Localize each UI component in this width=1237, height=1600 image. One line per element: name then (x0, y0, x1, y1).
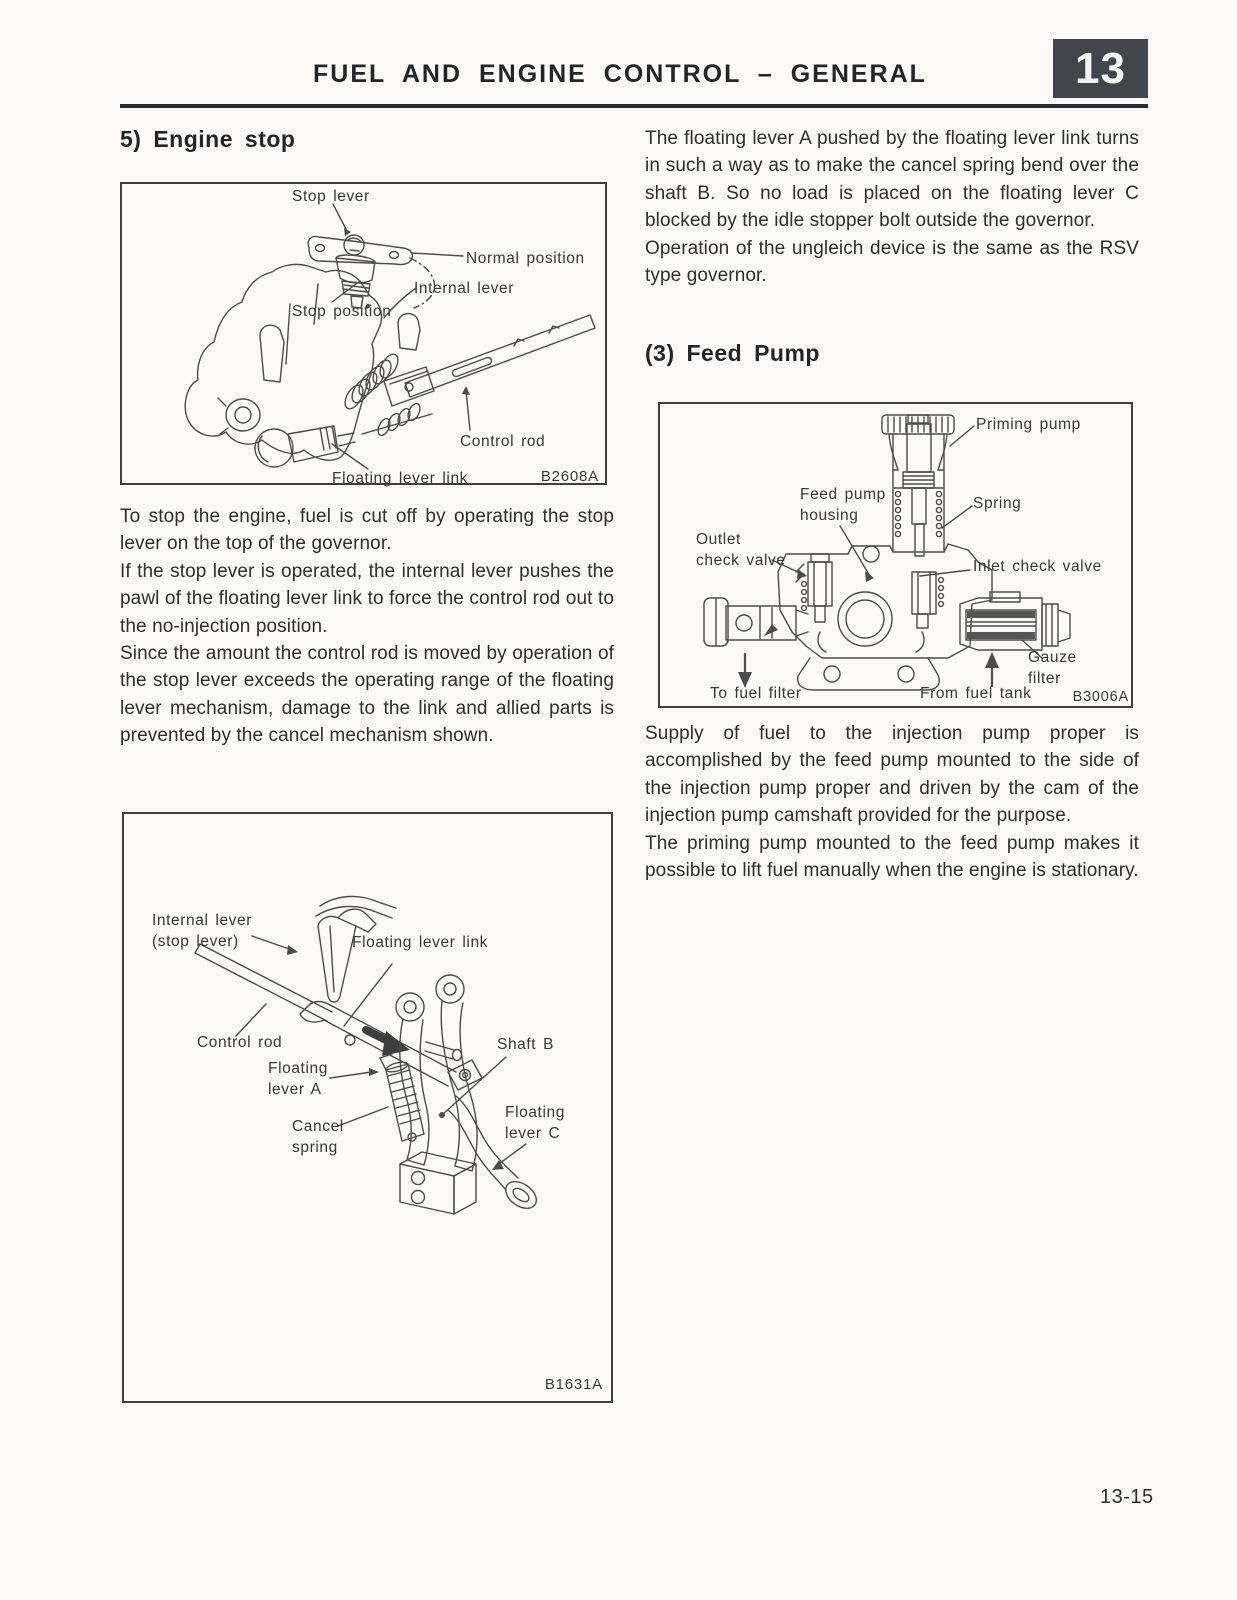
paragraph: Supply of fuel to the injection pump proper is accomplished by the feed pump mounted to the side of the injection pump proper and driven by the cam of the injection pump camshaft provided for the purpose. (645, 723, 1139, 827)
fig3-label-feed-pump-housing: Feed pump housing (800, 486, 886, 524)
fig1-code: B2608A (540, 468, 599, 485)
fig1-label-control-rod: Control rod (460, 433, 546, 450)
fig1-label-internal-lever: Internal lever (414, 280, 515, 297)
fig2-label-control-rod: Control rod (197, 1034, 283, 1051)
section-heading-engine-stop: 5) Engine stop (120, 126, 296, 152)
fig3-label-gauze-filter: Gauze filter (1028, 649, 1077, 687)
section-heading-feed-pump: (3) Feed Pump (645, 340, 820, 366)
fig3-label-spring: Spring (973, 495, 1022, 512)
fig2-code: B1631A (544, 1376, 603, 1393)
fig3-label-to-fuel-filter: To fuel filter (710, 685, 802, 702)
fig2-label-shaft-b: Shaft B (497, 1036, 555, 1053)
figure-feed-pump (658, 402, 1133, 708)
fig1-label-stop-position: Stop position (292, 303, 392, 320)
fig3-label-from-fuel-tank: From fuel tank (920, 685, 1032, 702)
fig3-label-inlet-check-valve: Inlet check valve (973, 558, 1102, 575)
fig1-label-stop-lever: Stop lever (292, 188, 370, 205)
chapter-number-tab (1053, 39, 1148, 98)
paragraph: Since the amount the control rod is moved by operation of the stop lever exceeds the operating range of the floating lever mechanism, damage to the link and allied parts is prevented by the cancel mechanism shown. (120, 643, 614, 747)
fig3-label-outlet-check-valve: Outlet check valve (696, 531, 786, 569)
fig2-label-floating-lever-a: Floating lever A (268, 1060, 328, 1098)
feed-pump-text (645, 720, 1139, 884)
fig3-label-priming-pump: Priming pump (976, 416, 1081, 433)
paragraph: The floating lever A pushed by the floating lever link turns in such a way as to make the cancel spring bend over the shaft B. So no load is placed on the floating lever C blocked by the idle stopper bolt outside the governor. (645, 128, 1139, 232)
page-number: 13-15 (1100, 1486, 1154, 1508)
paragraph: If the stop lever is operated, the internal lever pushes the pawl of the floating lever link to force the control rod out to the no-injection position. (120, 560, 614, 637)
ungleich-text (645, 125, 1139, 289)
fig2-label-cancel-spring: Cancel spring (292, 1118, 344, 1156)
paragraph: Operation of the ungleich device is the same as the RSV type governor. (645, 237, 1139, 287)
header-rule (120, 104, 1148, 108)
fig2-label-floating-lever-link: Floating lever link (352, 934, 489, 951)
fig2-label-internal-lever: Internal lever (stop lever) (152, 912, 253, 950)
engine-stop-text (120, 503, 614, 750)
fig1-label-normal-position: Normal position (466, 250, 585, 267)
fig2-label-floating-lever-c: Floating lever C (505, 1104, 565, 1142)
fig3-code: B3006A (1072, 689, 1129, 705)
paragraph: To stop the engine, fuel is cut off by operating the stop lever on the top of the governor. (120, 506, 614, 555)
page-title: FUEL AND ENGINE CONTROL – GENERAL (313, 60, 927, 88)
figure-engine-stop (120, 182, 607, 485)
chapter-number: 13 (1075, 43, 1126, 93)
figure-cancel-mechanism (122, 812, 613, 1403)
paragraph: The priming pump mounted to the feed pump makes it possible to lift fuel manually when the engine is stationary. (645, 832, 1139, 882)
fig1-label-floating-lever-link: Floating lever link (332, 470, 469, 487)
